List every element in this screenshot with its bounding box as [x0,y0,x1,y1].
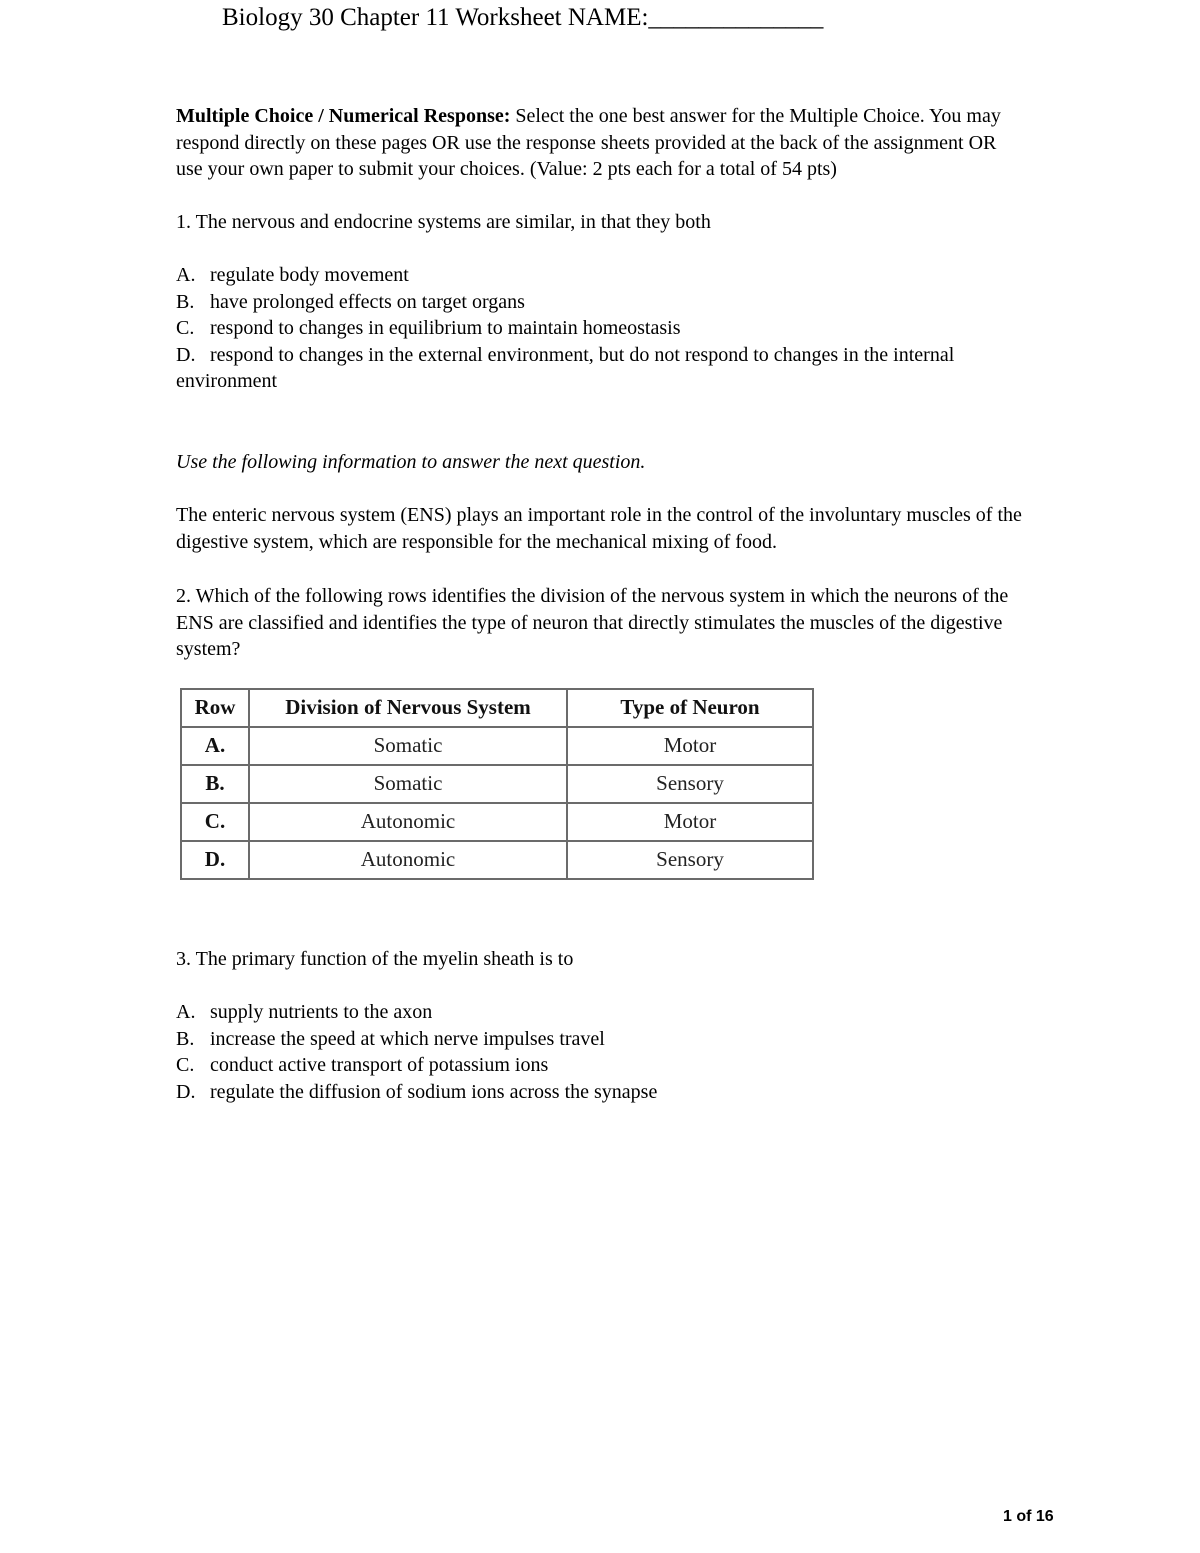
table-cell-neuron: Sensory [567,765,813,803]
table-cell-row: C. [181,803,249,841]
option-letter: A. [176,1001,196,1023]
option-letter: D. [176,343,196,366]
instructions-text: Select the one best answer for the Multiple Choice. You may respond directly on these pages OR use the response sheets provided at the back of the assignment OR use your own paper to submit your choices. (Value: 2 pts each for a total of 54 pts) [176,105,1001,180]
table-header: Row [181,689,249,727]
table-cell-division: Somatic [249,765,567,803]
option-text: respond to changes in equilibrium to maintain homeostasis [210,317,681,339]
question-1-option-a[interactable] [176,262,1026,289]
table-cell-division: Somatic [249,727,567,765]
instructions-label: Multiple Choice / Numerical Response: [176,105,511,127]
table-cell-row: D. [181,841,249,879]
option-letter: B. [176,1027,195,1050]
option-letter: B. [176,290,195,313]
table-row[interactable] [181,765,813,803]
option-text: regulate the diffusion of sodium ions across the synapse [210,1080,658,1103]
page-number: 1 of 16 [1003,1508,1054,1525]
question-1-option-c[interactable] [176,315,1026,342]
question-2-table [180,688,814,880]
table-cell-neuron: Motor [567,803,813,841]
option-text: have prolonged effects on target organs [210,290,525,313]
option-letter: C. [176,317,195,339]
question-3-stem: 3. The primary function of the myelin sheath is to [176,947,574,970]
table-cell-row: B. [181,765,249,803]
table-row[interactable] [181,803,813,841]
question-2-stem: 2. Which of the following rows identifies the division of the nervous system in which the neurons of the ENS are classified and identifies the type of neuron that directly stimulates the muscles of the digestive system? [176,585,1009,660]
table-header: Type of Neuron [567,689,813,727]
option-text: supply nutrients to the axon [210,1001,433,1023]
table-cell-neuron: Sensory [567,841,813,879]
option-text: conduct active transport of potassium ions [210,1054,549,1076]
option-letter: D. [176,1080,196,1103]
option-text: respond to changes in the external environment, but do not respond to changes in the internal environment [176,343,955,392]
question-3-option-d[interactable] [176,1079,1026,1106]
option-text: increase the speed at which nerve impulses travel [210,1027,605,1050]
option-text: regulate body movement [210,264,409,286]
instructions [176,103,1026,183]
table-cell-neuron: Motor [567,727,813,765]
option-letter: A. [176,264,196,286]
table-header-row [181,689,813,727]
question-3-option-c[interactable] [176,1052,1026,1079]
question-3-option-a[interactable] [176,999,1026,1026]
question-1-options [176,262,1026,395]
question-1-option-b[interactable] [176,289,1026,316]
question-1-option-d[interactable] [176,342,1026,395]
info-passage: The enteric nervous system (ENS) plays an important role in the control of the involuntary muscles of the digestive system, which are responsible for the mechanical mixing of food. [176,504,1022,553]
table-cell-division: Autonomic [249,841,567,879]
table-row[interactable] [181,841,813,879]
worksheet-body [176,103,1026,1105]
option-letter: C. [176,1054,195,1076]
table-header: Division of Nervous System [249,689,567,727]
question-3-options [176,999,1026,1105]
table-row[interactable] [181,727,813,765]
question-3-option-b[interactable] [176,1026,1026,1053]
table-cell-row: A. [181,727,249,765]
table-cell-division: Autonomic [249,803,567,841]
question-1-stem: 1. The nervous and endocrine systems are similar, in that they both [176,210,711,233]
info-note: Use the following information to answer the next question. [176,450,646,473]
page-title: Biology 30 Chapter 11 Worksheet NAME:______________ [222,4,824,31]
